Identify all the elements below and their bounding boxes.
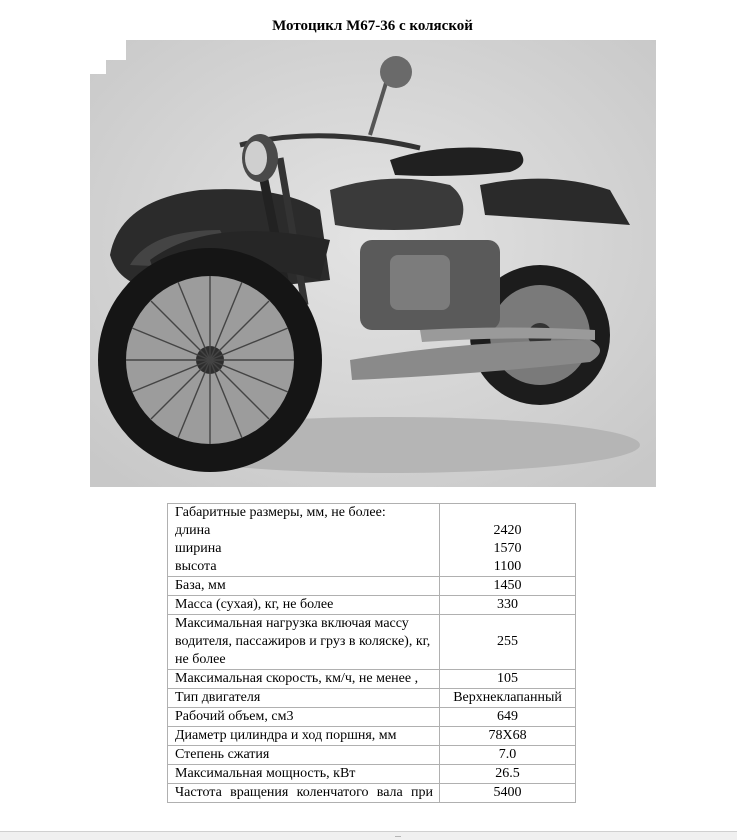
spec-label: Максимальная мощность, кВт [168,765,440,784]
table-row [168,504,576,577]
width-label: ширина [175,541,222,556]
dimensions-labels [168,504,440,577]
spec-label: Рабочий объем, см3 [168,708,440,727]
spec-label: База, мм [168,577,440,596]
spec-value: 26.5 [440,765,576,784]
length-label: длина [175,523,211,538]
width-value: 1570 [493,541,522,556]
spec-label: Диаметр цилиндра и ход поршня, мм [168,727,440,746]
spec-value: 330 [440,596,576,615]
spec-value: 255 [440,615,576,670]
table-row [168,746,576,765]
page-marker: ... [395,830,401,839]
spec-label: Максимальная нагрузка включая массу водителя, пассажиров и груз в коляске), кг, не более [168,615,440,670]
height-label: высота [175,559,217,574]
table-row [168,708,576,727]
table-row [168,727,576,746]
table-row [168,670,576,689]
dimensions-values [440,504,576,577]
spec-label: Частота вращения коленчатого вала при [168,784,440,803]
spec-value: 105 [440,670,576,689]
spec-value: 5400 [440,784,576,803]
dimensions-heading: Габаритные размеры, мм, не более: [175,505,386,520]
table-row [168,689,576,708]
table-row [168,596,576,615]
spec-value: 7.0 [440,746,576,765]
spec-value: 1450 [440,577,576,596]
table-row [168,615,576,670]
spec-label: Масса (сухая), кг, не более [168,596,440,615]
specifications-table [167,503,576,803]
spec-value: 78Х68 [440,727,576,746]
table-row [168,784,576,803]
spec-value: 649 [440,708,576,727]
height-value: 1100 [493,559,522,574]
motorcycle-photo [90,40,656,487]
spec-label: Степень сжатия [168,746,440,765]
spec-value: Верхнеклапанный [440,689,576,708]
length-value: 2420 [493,523,522,538]
spec-label: Тип двигателя [168,689,440,708]
spec-label: Максимальная скорость, км/ч, не менее , [168,670,440,689]
table-row [168,765,576,784]
table-row [168,577,576,596]
page-title: Мотоцикл М67-36 с коляской [272,18,473,34]
